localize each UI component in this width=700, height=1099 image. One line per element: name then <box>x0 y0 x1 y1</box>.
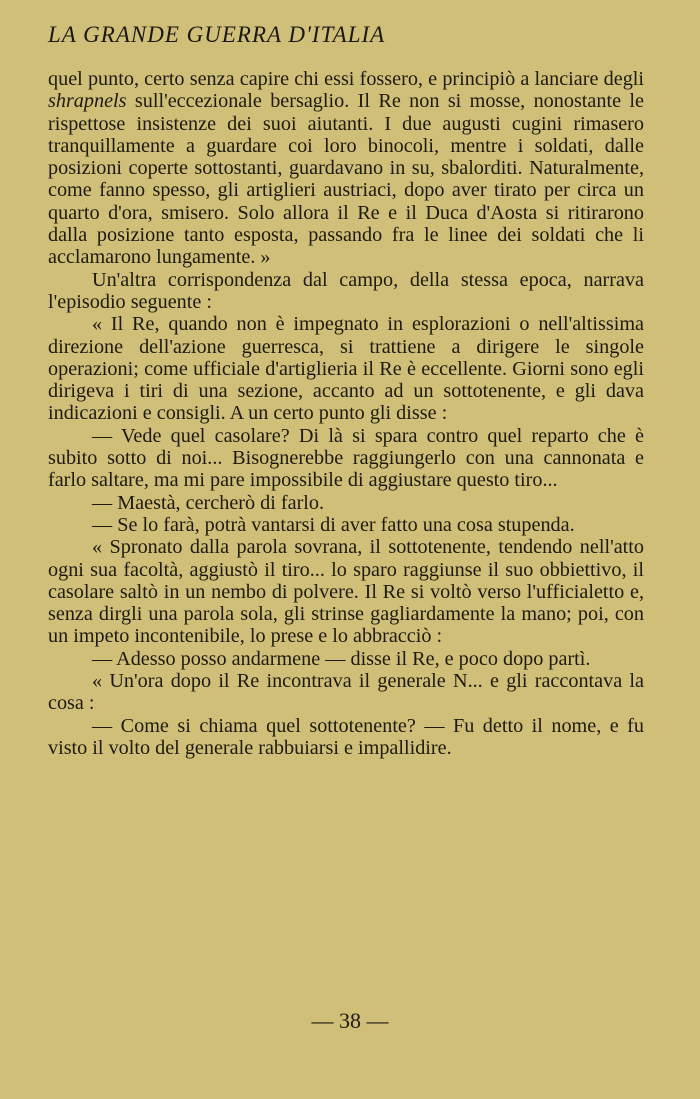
dialogue-line: — Maestà, cercherò di farlo. <box>92 491 325 514</box>
page-number: — 38 — <box>311 1008 389 1033</box>
dialogue-line: — Se lo farà, potrà vantarsi di aver fatto una cosa stupenda. <box>92 513 575 536</box>
running-head: LA GRANDE GUERRA D'ITALIA <box>48 22 386 47</box>
paragraph: « Spronato dalla parola sovrana, il sottotenente, tendendo nell'atto ogni sua facoltà, aggiustò il tiro... lo sparo raggiunse il suo obbiettivo, il casolare saltò in un nembo di polvere. Il Re si voltò verso l'ufficialetto e, senza dirgli una parola sola, gli strinse gagliardamente la mano; poi, con un impeto incontenibile, lo prese e lo abbracciò : <box>48 536 644 648</box>
paragraph: « Un'ora dopo il Re incontrava il generale N... e gli raccontava la cosa : <box>48 670 644 715</box>
body-text <box>48 68 644 759</box>
paragraph: Un'altra corrispondenza dal campo, della stessa epoca, narrava l'episodio seguente : <box>48 268 644 313</box>
emphasis-shrapnels: shrapnels <box>48 90 127 113</box>
paragraph: « Il Re, quando non è impegnato in esplorazioni o nell'altissima direzione dell'azione guerresca, si trattiene a dirigere le singole operazioni; come ufficiale d'artiglieria il Re è eccellente. Giorni sono egli dirigeva i tiri di una sezione, accanto ad un sottotenente, e gli dava indicazioni e consigli. A un certo punto gli disse : <box>48 313 644 425</box>
dialogue-line: — Adesso posso andarmene — disse il Re, e poco dopo partì. <box>92 647 591 670</box>
paragraph-continuation: quel punto, certo senza capire chi essi fossero, e principiò a lanciare degli shrapnels sull'eccezionale bersaglio. Il Re non si mosse, nonostante le rispettose insistenze dei suoi aiutanti. I due augusti cugini rimasero tranquillamente a guardare coi loro binocoli, mentre i soldati, dalle posizioni coperte sottostanti, guardavano in su, sbalorditi. Naturalmente, come fanno spesso, gli artiglieri austriaci, dopo aver tirato per circa un quarto d'ora, smisero. Solo allora il Re e il Duca d'Aosta si ritirarono dalla posizione tanto esposta, passando fra le linee dei soldati che li acclamarono lungamente. » <box>48 68 644 269</box>
dialogue-line: — Come si chiama quel sottotenente? — Fu detto il nome, e fu visto il volto del generale rabbuiarsi e impallidire. <box>48 714 644 759</box>
dialogue-line: — Vede quel casolare? Di là si spara contro quel reparto che è subito sotto di noi... Bisognerebbe raggiungerlo con una cannonata e farlo saltare, ma mi pare impossibile di aggiustare questo tiro... <box>48 424 644 492</box>
